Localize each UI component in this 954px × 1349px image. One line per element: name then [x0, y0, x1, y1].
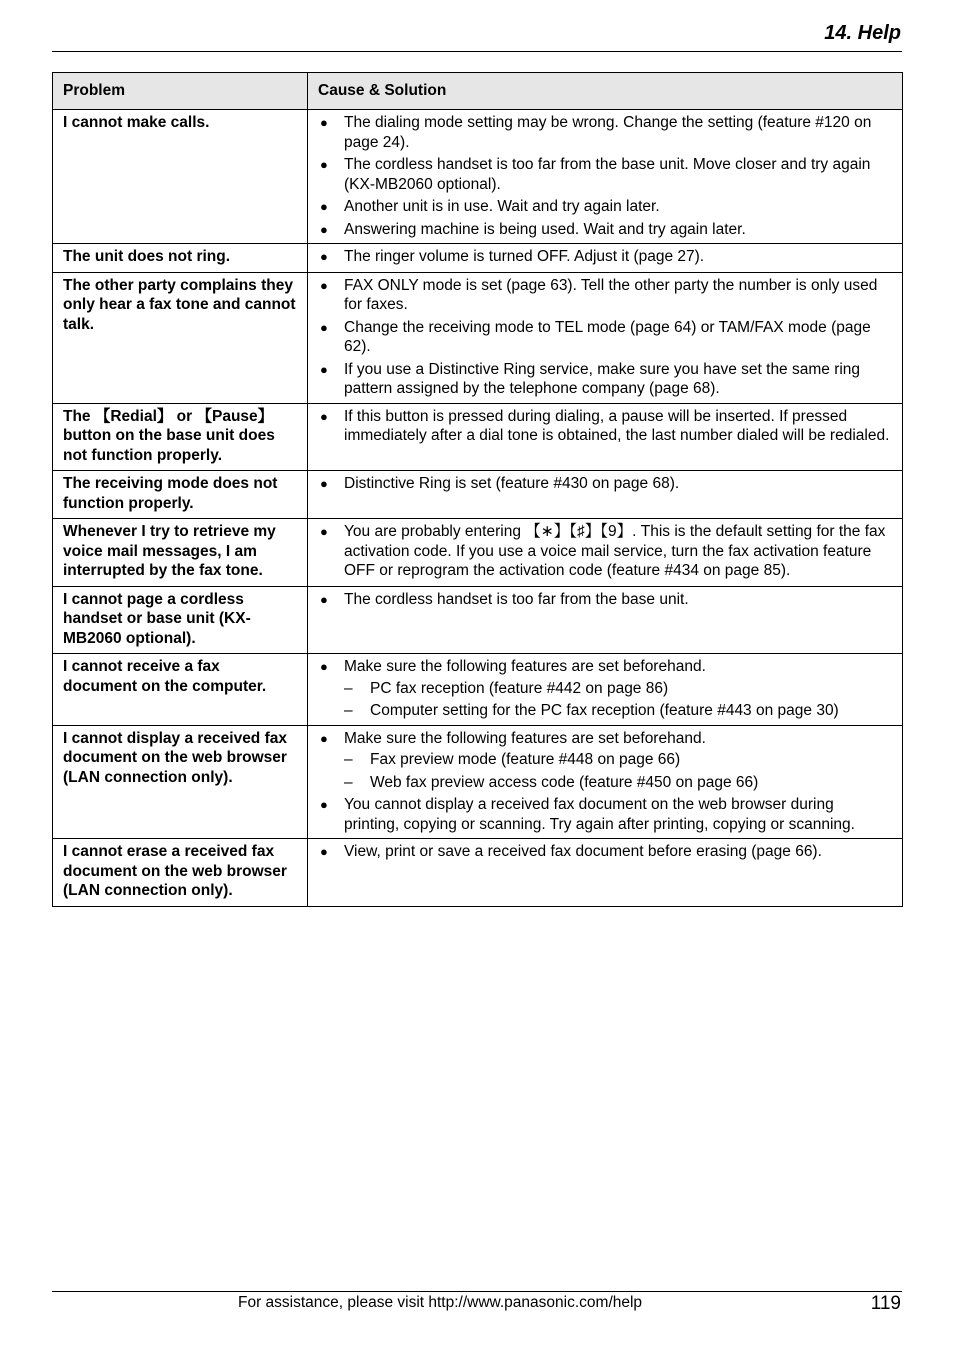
dash-icon: – [344, 751, 353, 768]
problem-cell: Whenever I try to retrieve my voice mail messages, I am interrupted by the fax tone. [53, 519, 308, 587]
problem-cell: I cannot receive a fax document on the computer. [53, 654, 308, 726]
solution-text: You are probably entering 【∗】【♯】【9】. This is the default setting for the fax activation code. If you use a voice mail service, turn the fax activation feature OFF or reprogram the activation code (feature #434 on page 85). [344, 523, 886, 579]
bullet-icon: ● [320, 199, 328, 214]
bullet-icon: ● [320, 249, 328, 264]
solution-text: Another unit is in use. Wait and try again later. [344, 198, 660, 215]
solution-cell [308, 110, 903, 244]
solution-list [318, 247, 892, 267]
solution-text: Answering machine is being used. Wait and try again later. [344, 220, 746, 238]
solution-text: The cordless handset is too far from the base unit. [344, 590, 689, 608]
solution-item [318, 657, 892, 721]
solution-item [318, 276, 892, 315]
bullet-icon: ● [320, 730, 328, 746]
table-row [53, 471, 903, 519]
page-number: 119 [870, 1293, 901, 1314]
header-divider [52, 51, 902, 52]
solution-cell [308, 403, 903, 471]
bullet-icon: ● [320, 591, 328, 607]
sub-item [344, 773, 892, 793]
sub-item-text: Computer setting for the PC fax reception (feature #443 on page 30) [370, 702, 839, 719]
solution-item [318, 113, 892, 152]
solution-cell [308, 725, 903, 839]
problem-cell: I cannot make calls. [53, 110, 308, 244]
solution-item [318, 522, 892, 581]
solution-text: View, print or save a received fax document before erasing (page 66). [344, 843, 822, 860]
solution-item [318, 360, 892, 399]
column-header-cause-solution: Cause & Solution [308, 73, 903, 110]
solution-cell [308, 839, 903, 907]
bullet-icon: ● [320, 361, 328, 377]
solution-text: Distinctive Ring is set (feature #430 on page 68). [344, 475, 680, 492]
solution-list [318, 842, 892, 862]
solution-list [318, 474, 892, 494]
problem-cell: I cannot erase a received fax document on the web browser (LAN connection only). [53, 839, 308, 907]
solution-text: Make sure the following features are set beforehand. [344, 658, 706, 675]
solution-item [318, 590, 892, 610]
solution-item [318, 407, 892, 446]
solution-cell [308, 272, 903, 403]
solution-text: The cordless handset is too far from the base unit. Move closer and try again (KX-MB2060 optional). [344, 156, 871, 193]
dash-icon: – [344, 773, 353, 791]
troubleshooting-table [52, 72, 903, 907]
bullet-icon: ● [320, 115, 328, 130]
solution-text: FAX ONLY mode is set (page 63). Tell the other party the number is only used for faxes. [344, 276, 878, 313]
problem-cell: The unit does not ring. [53, 244, 308, 273]
solution-cell [308, 244, 903, 273]
solution-list [318, 657, 892, 721]
problem-cell: The receiving mode does not function properly. [53, 471, 308, 519]
bullet-icon: ● [320, 797, 328, 812]
bullet-icon: ● [320, 277, 328, 293]
solution-item [318, 318, 892, 357]
solution-cell [308, 471, 903, 519]
sub-item-text: PC fax reception (feature #442 on page 86) [370, 679, 669, 697]
bullet-icon: ● [320, 844, 328, 859]
column-header-problem: Problem [53, 73, 308, 110]
solution-cell [308, 519, 903, 587]
table-row [53, 519, 903, 587]
sub-list [344, 750, 892, 792]
page-section-title: 14. Help [824, 22, 901, 44]
table-header-row [53, 73, 903, 110]
bullet-icon: ● [320, 319, 328, 335]
sub-item-text: Web fax preview access code (feature #450 on page 66) [370, 773, 759, 791]
table-row [53, 110, 903, 244]
dash-icon: – [344, 679, 353, 697]
solution-item [318, 474, 892, 494]
solution-list [318, 729, 892, 835]
solution-cell [308, 586, 903, 654]
problem-cell: I cannot display a received fax document on the web browser (LAN connection only). [53, 725, 308, 839]
solution-list [318, 407, 892, 446]
table-row [53, 839, 903, 907]
sub-item [344, 679, 892, 699]
solution-item [318, 220, 892, 240]
table-row [53, 586, 903, 654]
table-row [53, 403, 903, 471]
solution-list [318, 113, 892, 239]
problem-cell: The other party complains they only hear a fax tone and cannot talk. [53, 272, 308, 403]
bullet-icon: ● [320, 476, 328, 491]
bullet-icon: ● [320, 408, 328, 424]
solution-list [318, 522, 892, 581]
problem-cell: I cannot page a cordless handset or base unit (KX-MB2060 optional). [53, 586, 308, 654]
solution-text: If you use a Distinctive Ring service, make sure you have set the same ring pattern assigned by the telephone company (page 68). [344, 360, 861, 397]
solution-item [318, 155, 892, 194]
bullet-icon: ● [320, 157, 328, 172]
solution-item [318, 795, 892, 834]
solution-item [318, 729, 892, 793]
solution-text: The ringer volume is turned OFF. Adjust it (page 27). [344, 248, 705, 265]
solution-text: If this button is pressed during dialing, a pause will be inserted. If pressed immediately after a dial tone is obtained, the last number dialed will be redialed. [344, 407, 890, 444]
bullet-icon: ● [320, 524, 328, 539]
table-row [53, 725, 903, 839]
solution-item [318, 197, 892, 217]
sub-list [344, 679, 892, 721]
problem-cell: The 【Redial】 or 【Pause】 button on the base unit does not function properly. [53, 403, 308, 471]
solution-cell [308, 654, 903, 726]
solution-text: Make sure the following features are set beforehand. [344, 729, 706, 747]
sub-item [344, 701, 892, 721]
solution-text: The dialing mode setting may be wrong. Change the setting (feature #120 on page 24). [344, 114, 872, 151]
table-row [53, 244, 903, 273]
dash-icon: – [344, 702, 353, 719]
footer-divider [52, 1291, 902, 1292]
bullet-icon: ● [320, 659, 328, 674]
solution-list [318, 590, 892, 610]
bullet-icon: ● [320, 221, 328, 237]
solution-text: You cannot display a received fax document on the web browser during printing, copying or scanning. Try again after printing, copying or scanning. [344, 796, 855, 833]
solution-item [318, 247, 892, 267]
table-row [53, 272, 903, 403]
solution-list [318, 276, 892, 399]
table-row [53, 654, 903, 726]
footer-assistance-text: For assistance, please visit http://www.panasonic.com/help [238, 1294, 643, 1311]
sub-item [344, 750, 892, 770]
solution-text: Change the receiving mode to TEL mode (page 64) or TAM/FAX mode (page 62). [344, 318, 871, 355]
sub-item-text: Fax preview mode (feature #448 on page 66) [370, 751, 681, 768]
solution-item [318, 842, 892, 862]
